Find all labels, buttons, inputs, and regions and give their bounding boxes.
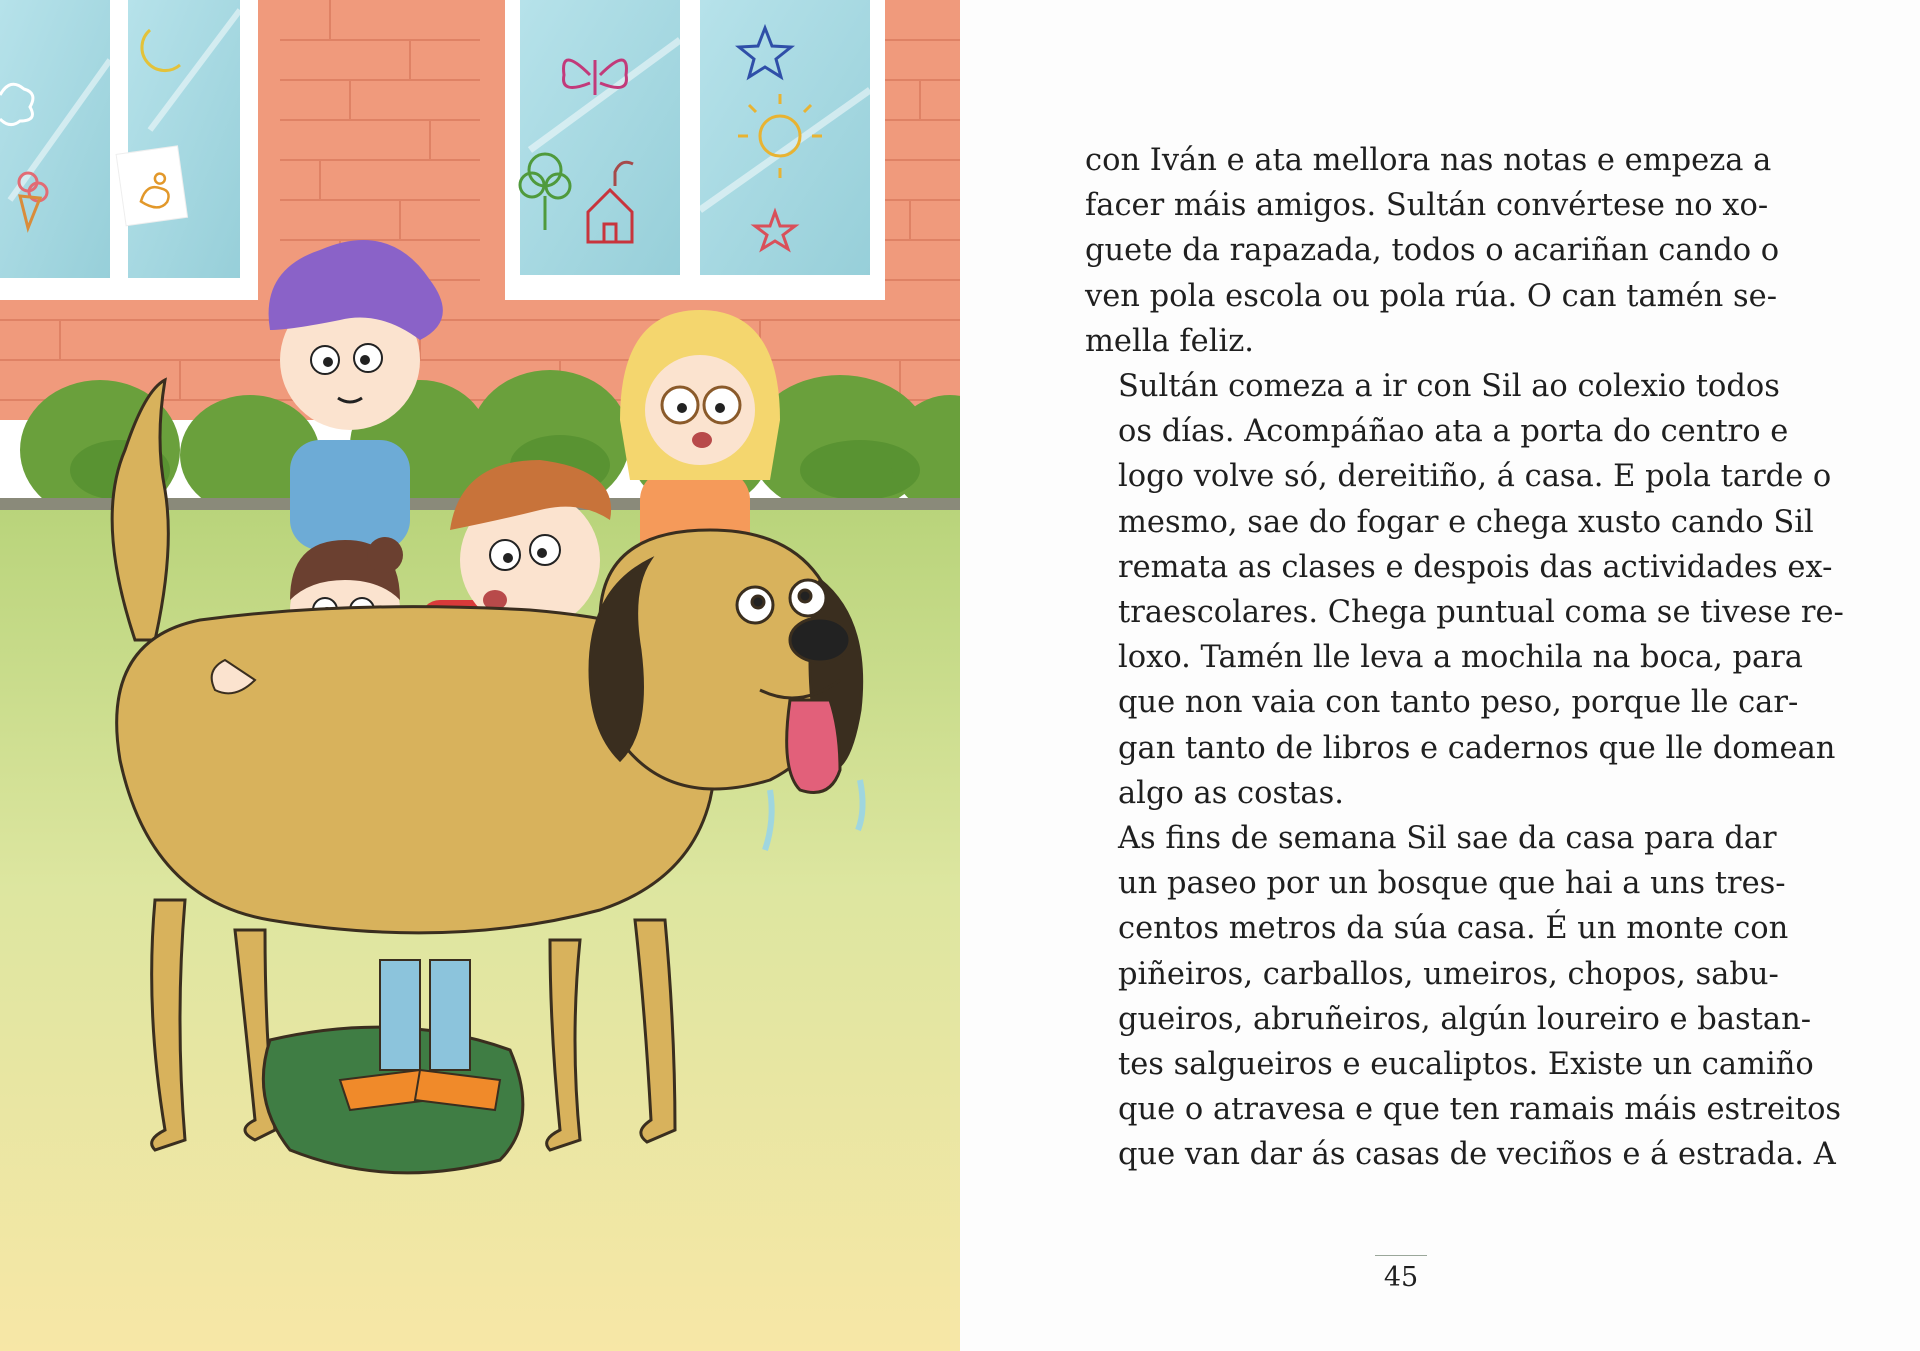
text-line: mesmo, sae do fogar e chega xusto cando Sil bbox=[1118, 504, 1814, 540]
text-line: mella feliz. bbox=[1085, 323, 1254, 359]
paragraph-1 bbox=[1085, 138, 1780, 364]
text-line: gan tanto de libros e cadernos que lle domean bbox=[1118, 730, 1836, 766]
paragraph-3 bbox=[1085, 816, 1842, 1178]
text-line: gueiros, abruñeiros, algún loureiro e bastan- bbox=[1118, 1001, 1812, 1037]
text-line: piñeiros, carballos, umeiros, chopos, sabu- bbox=[1118, 956, 1779, 992]
text-line: un paseo por un bosque que hai a uns tres- bbox=[1118, 866, 1786, 902]
body-text bbox=[1085, 138, 1844, 1178]
text-line: facer máis amigos. Sultán convértese no xo- bbox=[1085, 188, 1769, 224]
text-line: ven pola escola ou pola rúa. O can tamén se- bbox=[1085, 278, 1777, 314]
text-line: As fins de semana Sil sae da casa para dar bbox=[1118, 821, 1777, 857]
text-line: centos metros da súa casa. É un monte con bbox=[1118, 911, 1789, 947]
text-line: que van dar ás casas de veciños e á estrada. A bbox=[1118, 1137, 1836, 1173]
text-line: remata as clases e despois das actividades ex- bbox=[1118, 549, 1833, 585]
left-window bbox=[0, 0, 258, 300]
text-line: algo as costas. bbox=[1118, 775, 1344, 811]
text-line: que non vaia con tanto peso, porque lle car- bbox=[1118, 685, 1799, 721]
page-number-rule bbox=[1375, 1255, 1427, 1256]
text-line: loxo. Tamén lle leva a mochila na boca, para bbox=[1118, 640, 1803, 676]
bird-drawing-icon bbox=[116, 146, 187, 226]
text-line: tes salgueiros e eucaliptos. Existe un camiño bbox=[1118, 1047, 1814, 1083]
page-number: 45 bbox=[1383, 1262, 1419, 1293]
text-line: Sultán comeza a ir con Sil ao colexio todos bbox=[1118, 369, 1780, 405]
text-line: que o atravesa e que ten ramais máis estreitos bbox=[1118, 1092, 1842, 1128]
paragraph-2 bbox=[1085, 364, 1844, 816]
text-line: logo volve só, dereitiño, á casa. E pola tarde o bbox=[1118, 459, 1832, 495]
text-line: con Iván e ata mellora nas notas e empeza a bbox=[1085, 143, 1772, 178]
text-page bbox=[960, 0, 1920, 1351]
text-line: traescolares. Chega puntual coma se tivese re- bbox=[1118, 595, 1844, 631]
right-window bbox=[505, 0, 885, 300]
text-line: guete da rapazada, todos o acariñan cando o bbox=[1085, 233, 1780, 269]
text-line: os días. Acompáñao ata a porta do centro e bbox=[1118, 414, 1789, 450]
